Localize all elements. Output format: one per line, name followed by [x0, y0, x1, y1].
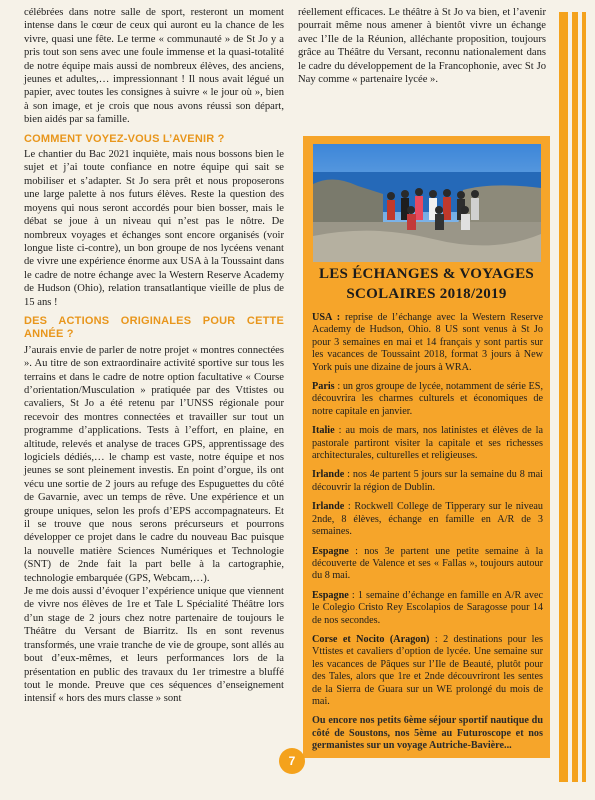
- item-corse: Corse et Nocito (Aragon) : 2 destinations pour les Vttistes et cavaliers d’option de lycée. Une semaine sur les vacances de Pâques sur l’Ile de Beauté, plutôt pour des Tales, alors que 1re et 2nde découvriront les sentes de la Sierra de Guara sur un WE prolongé du mois de mai.: [312, 633, 543, 707]
- item-paris: Paris : un gros groupe de lycée, notamment de série ES, découvrira les charmes culturels et économiques de notre capitale en janvier.: [312, 381, 543, 417]
- left-column: [24, 6, 284, 706]
- theatre-paragraph: Je me dois aussi d’évoquer l’expérience unique que viennent de vivre nos élèves de 1re et Tale L Spécialité Théâtre lors d’un stage de 2 jours chez notre partenaire de toujours le Théâtre du Versant de Biarritz. Ils en sont revenus transformés, une vraie tranche de vie de groupe, sont allés au bout d’eux-mêmes, et leurs performances lors de la présentation en public des travaux du 1er trimestre a bluffé tout le monde. Preuve que ces séquences d’enseignement intensif « hors des murs classe » sont: [24, 586, 284, 705]
- decorative-stripes: [559, 12, 587, 782]
- item-italie: Italie : au mois de mars, nos latinistes et élèves de la pastorale partiront visiter la capitale et ses richesses architecturales, culturelles et religieuses.: [312, 425, 543, 462]
- item-irlande-2: Irlande : Rockwell College de Tipperary sur le niveau 2nde, 8 élèves, échange en famille en A/R de 3 semaines.: [312, 501, 543, 538]
- heading-actions: DES ACTIONS ORIGINALES POUR CETTE ANNÉE ?: [24, 314, 284, 341]
- item-final: Ou encore nos petits 6ème séjour sportif nautique du côté de Soustons, nos 5ème au Futuroscope et nos germanistes sur un voyage Autriche-Bavière...: [312, 715, 543, 752]
- box-body: [312, 312, 543, 760]
- item-espagne-2: Espagne : 1 semaine d’échange en famille en A/R avec le Colegio Cristo Rey Escolapios de Saragosse pour 14 de nos secondes.: [312, 589, 543, 626]
- group-photo: [313, 144, 541, 262]
- item-usa: USA : reprise de l’échange avec la Western Reserve Academy de Hudson, Ohio. 8 US sont venus à St Jo pour 3 semaines en mai et 14 français y sont partis sur les vacances de Toussaint 2018, format 3 jours à New York puis une dizaine de jours à WRA.: [312, 312, 544, 373]
- actions-paragraph: J’aurais envie de parler de notre projet « montres connectées ». Au titre de son extraordinaire activité sportive sur tous les terrains et dans le cadre de notre option facultative « Course d’orientation/Musculation » pratiquée par des Vttistes ou cavaliers, St Jo a été retenu par l’UNSS régionale pour recevoir des montres connectées et travailler sur tout un programme d’applications. Tests à l’effort, en plaine, en altitude, relevés et analyse de traces GPS, apprentissage des logiciels dédiés,… le champ est vaste, notre équipe et nos jeunes se sont pleinement investis. En point d’orgue, ils ont vécu une sortie de 2 jours au refuge des Espuguettes du côté de Gavarnie, avec un temps de rêve. Une expérience et un groupe uniques, selon les profs d’EPS accompagnateurs. Et il se trouve que nous serons précurseurs et pourrons développer ce projet dans le cadre du nouveau Bac puisque la nouvelle matière Sciences Numériques et Technologie (SNT) de 2nde fait la part belle à la cartographie, technologie embarquée (GPS, Webcam,…).: [24, 344, 284, 584]
- item-irlande-1: Irlande : nos 4e partent 5 jours sur la semaine du 8 mai découvrir la région de Dublin.: [312, 469, 543, 493]
- voyages-box: [303, 136, 550, 758]
- heading-avenir: COMMENT VOYEZ-VOUS L’AVENIR ?: [24, 132, 225, 145]
- box-title: LES ÉCHANGES & VOYAGES SCOLAIRES 2018/2019: [318, 266, 535, 302]
- intro-paragraph: célébrées dans notre salle de sport, resteront un moment intense dans le cœur de ceux qui auront eu la chance de les vivre, quasi une fête. Le terme « communauté » de St Jo y a pris tout son sens avec une foule immense et la quasi-totalité de notre équipe mais aussi de nombreux élèves, des anciens, jeunes et adultes,… impressionnant ! Il nous avait légué un papier, avec toutes les consignes à suivre « le jour où », bien à son image, et je crois que nous avons réussi son départ, bien aidés par sa famille.: [24, 7, 284, 126]
- page-number: 7: [279, 748, 305, 774]
- right-column-text: réellement efficaces. Le théâtre à St Jo va bien, et l’avenir pourrait même nous amener à bientôt vivre un échange avec l’Ile de la Réunion, alléchante proposition, toujours grâce au Théâtre du Versant, reconnu nationalement dans le cadre du développement de la Francophonie, avec St Jo Nay comme « partenaire lycée ».: [298, 7, 546, 86]
- item-espagne-1: Espagne : nos 3e partent une petite semaine à la découverte de Valence et ses « Fallas », toujours autour du 8 mai.: [312, 545, 543, 582]
- avenir-paragraph: Le chantier du Bac 2021 inquiète, mais nous bossons bien le sujet et j’ai toute confiance en notre équipe qui sait se mobiliser et s’adapter. St Jo sera prêt et nous proposerons une large palette à nos futurs élèves. Reste la question des moyens qui nous seront accordés pour bien bosser, mais le débat se joue à un niveau qui n’est pas le nôtre. De nombreux voyages et échanges sont encore organisés (voir longue liste ci-contre), un bon groupe de nos lycéens venant de vivre une expérience énorme aux USA à la Toussaint dans le cadre de notre échange avec la Western Reserve Academy de Hudson (Ohio), relation transatlantique vieille de plus de 15 ans !: [24, 149, 284, 308]
